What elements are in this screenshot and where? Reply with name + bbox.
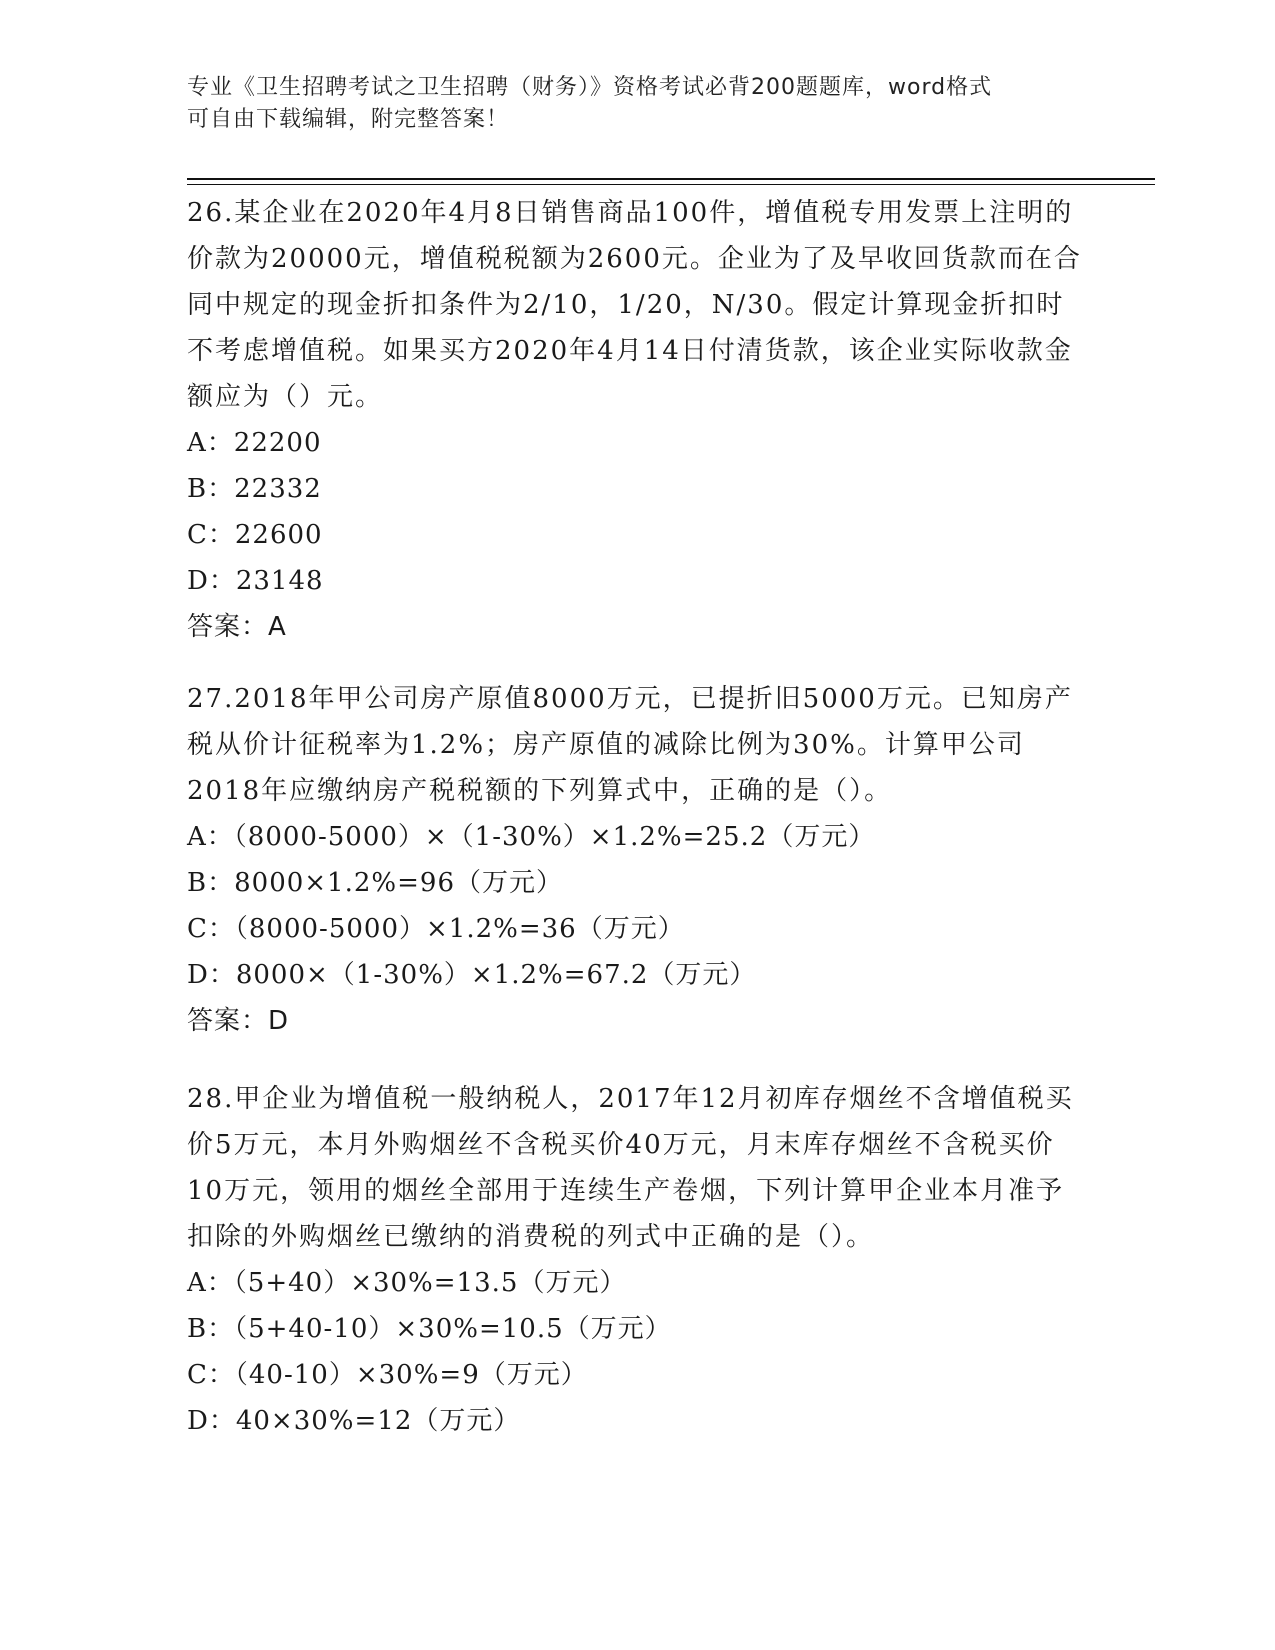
document-header: [187, 72, 1067, 136]
option-d: D：23148: [187, 566, 324, 596]
option-c: C：22600: [187, 520, 323, 550]
option-d: D：40×30%=12（万元）: [187, 1406, 521, 1436]
answer-label: 答案：A: [187, 612, 287, 642]
option-a: A：（5+40）×30%=13.5（万元）: [187, 1268, 627, 1298]
header-divider-thin: [187, 184, 1155, 185]
question-26: [187, 190, 1087, 650]
question-stem: 27.2018年甲公司房产原值8000万元，已提折旧5000万元。已知房产税从价计征税率为1.2%；房产原值的减除比例为30%。计算甲公司2018年应缴纳房产税税额的下列算式中，正确的是（）。: [187, 684, 1073, 806]
answer-label: 答案：D: [187, 1006, 290, 1036]
option-c: C：（40-10）×30%=9（万元）: [187, 1360, 588, 1390]
option-c: C：（8000-5000）×1.2%=36（万元）: [187, 914, 685, 944]
option-a: A：（8000-5000）×（1-30%）×1.2%=25.2（万元）: [187, 822, 876, 852]
question-stem: 28.甲企业为增值税一般纳税人，2017年12月初库存烟丝不含增值税买价5万元，本月外购烟丝不含税买价40万元，月末库存烟丝不含税买价10万元，领用的烟丝全部用于连续生产卷烟，下列计算甲企业本月准予扣除的外购烟丝已缴纳的消费税的列式中正确的是（）。: [187, 1084, 1074, 1252]
header-line-2: 可自由下载编辑，附完整答案！: [187, 107, 510, 132]
option-a: A：22200: [187, 428, 322, 458]
option-b: B：22332: [187, 474, 322, 504]
question-28: [187, 1076, 1087, 1444]
header-divider-thick: [187, 178, 1155, 180]
header-line-1: 专业《卫生招聘考试之卫生招聘（财务）》资格考试必背200题题库，word格式: [187, 75, 993, 100]
question-27: [187, 676, 1087, 1044]
option-d: D：8000×（1-30%）×1.2%=67.2（万元）: [187, 960, 757, 990]
option-b: B：（5+40-10）×30%=10.5（万元）: [187, 1314, 672, 1344]
question-stem: 26.某企业在2020年4月8日销售商品100件，增值税专用发票上注明的价款为20000元，增值税税额为2600元。企业为了及早收回货款而在合同中规定的现金折扣条件为2/10，1/20，N/30。假定计算现金折扣时不考虑增值税。如果买方2020年4月14日付清货款，该企业实际收款金额应为（）元。: [187, 198, 1082, 412]
option-b: B：8000×1.2%=96（万元）: [187, 868, 563, 898]
